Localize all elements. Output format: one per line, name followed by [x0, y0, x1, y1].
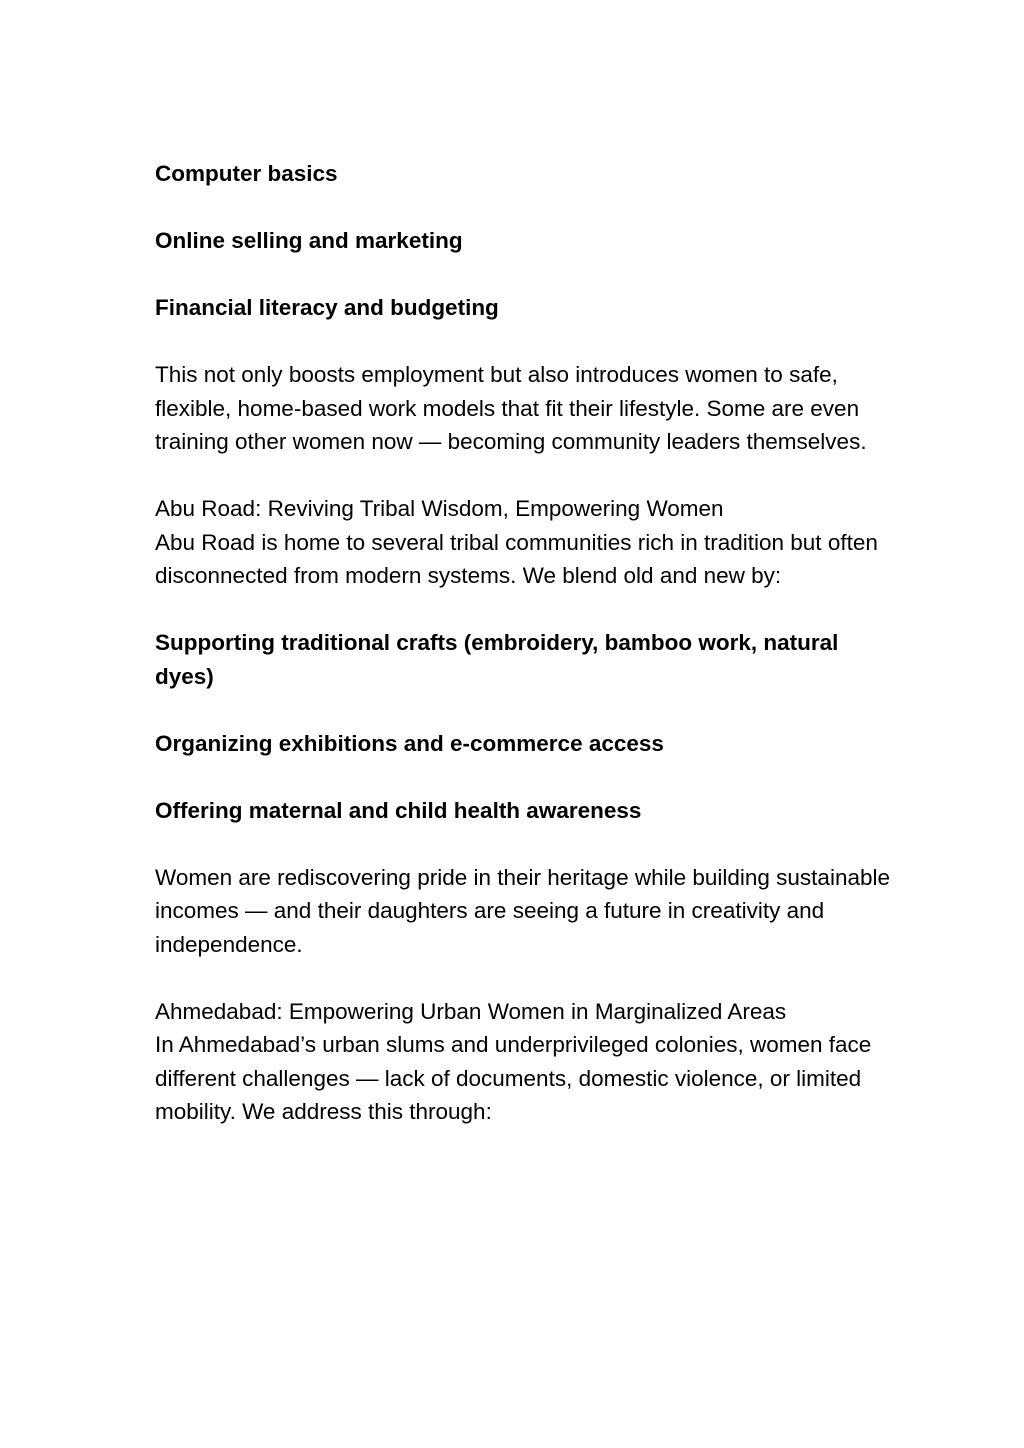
section-title-ahmedabad: Ahmedabad: Empowering Urban Women in Marginalized Areas	[155, 998, 787, 1024]
document-body	[155, 157, 895, 1162]
paragraph-employment-boost: This not only boosts employment but also introduces women to safe, flexible, home-based work models that fit their lifestyle. Some are even training other women now — becoming community leaders themselves.	[155, 362, 867, 454]
bold-item-health-awareness: Offering maternal and child health awareness	[155, 797, 642, 823]
bold-item-computer-basics: Computer basics	[155, 161, 338, 186]
section-abu-road	[155, 492, 895, 593]
section-body-abu-road: Abu Road is home to several tribal communities rich in tradition but often disconnected from modern systems. We blend old and new by:	[155, 529, 878, 588]
section-body-ahmedabad: In Ahmedabad’s urban slums and underprivileged colonies, women face different challenges — lack of documents, domestic violence, or limited mobility. We address this through:	[155, 1032, 872, 1124]
bold-item-exhibitions: Organizing exhibitions and e-commerce access	[155, 730, 664, 756]
section-ahmedabad	[155, 995, 895, 1129]
section-title-abu-road: Abu Road: Reviving Tribal Wisdom, Empowering Women	[155, 496, 724, 521]
bold-item-online-selling: Online selling and marketing	[155, 228, 463, 253]
bold-item-traditional-crafts: Supporting traditional crafts (embroidery, bamboo work, natural dyes)	[155, 630, 839, 689]
bold-item-financial-literacy: Financial literacy and budgeting	[155, 295, 499, 320]
paragraph-heritage-pride: Women are rediscovering pride in their heritage while building sustainable incomes — and their daughters are seeing a future in creativity and independence.	[155, 864, 890, 957]
